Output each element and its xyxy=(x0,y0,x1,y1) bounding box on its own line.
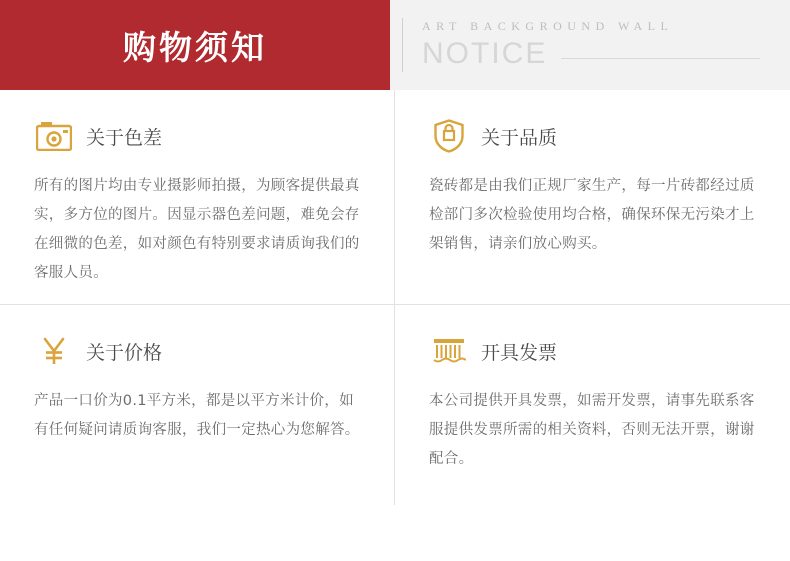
notice-cell-body: 本公司提供开具发票，如需开发票，请事先联系客服提供发票所需的相关资料，否则无法开票，谢谢配合。 xyxy=(429,393,755,467)
notice-cell-body: 所有的图片均由专业摄影师拍摄，为顾客提供最真实，多方位的图片。因显示器色差问题，难免会存在细微的色差，如对颜色有特别要求请质询我们的客服人员。 xyxy=(34,178,360,281)
notice-cell-quality xyxy=(395,90,790,305)
notice-cell-body: 瓷砖都是由我们正规厂家生产，每一片砖都经过质检部门多次检验使用均合格，确保环保无污染才上架销售，请亲们放心购买。 xyxy=(429,178,755,252)
notice-cell-title: 关于品质 xyxy=(481,126,558,149)
notice-cell-title: 关于色差 xyxy=(86,126,163,149)
page-title: 购物须知 xyxy=(123,27,267,67)
header-subtitle-block xyxy=(390,0,790,90)
notice-row-2 xyxy=(0,305,790,505)
notice-cell-header xyxy=(429,331,756,371)
header-rule xyxy=(561,58,760,59)
yen-price-icon xyxy=(34,331,74,371)
camera-icon xyxy=(34,116,74,156)
header-subtitle: NOTICE xyxy=(422,37,548,70)
page-header xyxy=(0,0,790,90)
notice-cell-header xyxy=(34,331,360,371)
invoice-icon xyxy=(429,331,469,371)
header-divider xyxy=(402,18,403,72)
shield-quality-icon xyxy=(429,116,469,156)
notice-cell-title: 关于价格 xyxy=(86,341,163,364)
header-eyebrow: ART BACKGROUND WALL xyxy=(422,19,674,33)
header-subtitle-row xyxy=(422,37,790,71)
notice-cell-header xyxy=(34,116,360,156)
notice-cell-invoice xyxy=(395,305,790,505)
notice-row-1 xyxy=(0,90,790,305)
header-title-block xyxy=(0,0,390,90)
notice-cell-price xyxy=(0,305,395,505)
notice-cell-header xyxy=(429,116,756,156)
notice-cell-color xyxy=(0,90,395,305)
notice-grid xyxy=(0,90,790,505)
notice-cell-body: 产品一口价为0.1平方米，都是以平方米计价，如有任何疑问请质询客服，我们一定热心为您解答。 xyxy=(34,393,360,438)
notice-cell-title: 开具发票 xyxy=(481,341,558,364)
